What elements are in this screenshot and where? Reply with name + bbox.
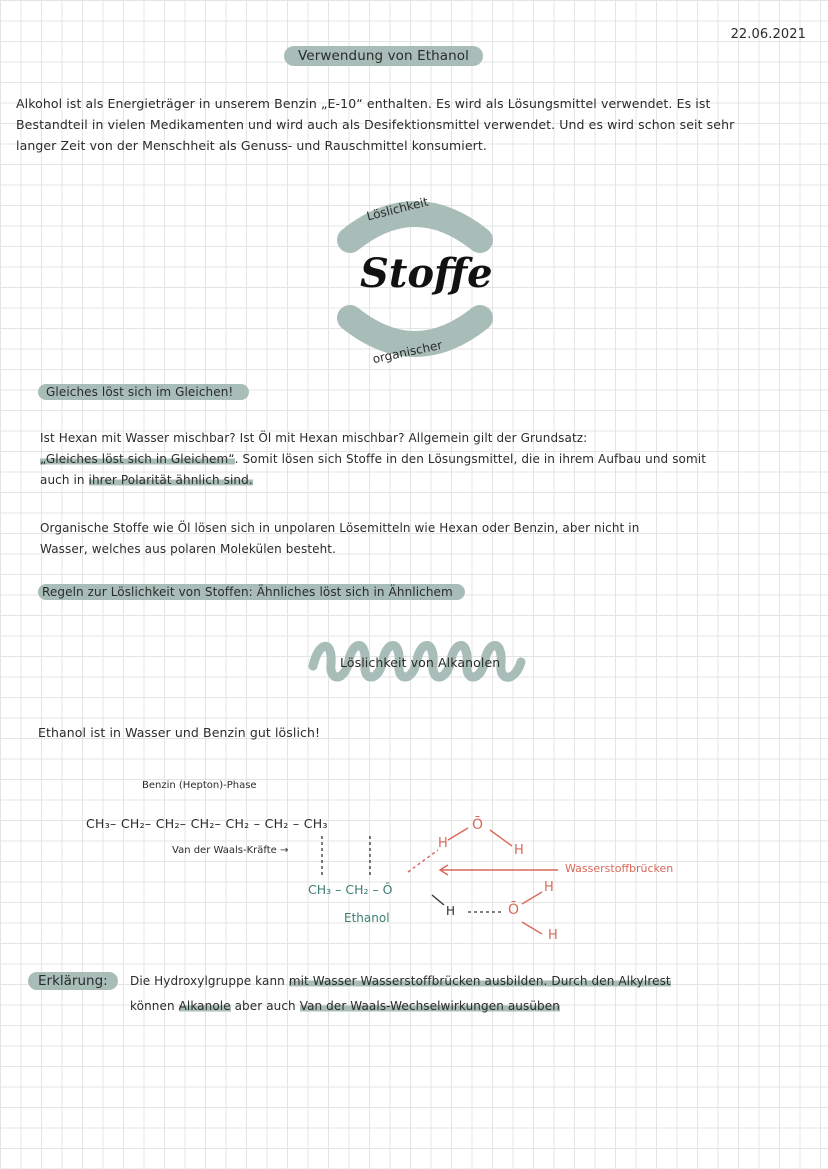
page-title <box>284 45 483 67</box>
badge-bottom-text: organischer <box>371 337 444 367</box>
subheading: Löslichkeit von Alkanolen <box>340 655 501 670</box>
explanation-line-2-mid: aber auch <box>230 999 300 1013</box>
p1-marked-polarity: ihrer Polarität ähnlich sind. <box>88 473 253 487</box>
p1-line-3-pre: auch in <box>40 473 89 487</box>
explanation-line-1-marked: mit Wasser Wasserstoffbrücken ausbilden. Durch den Alkylrest <box>288 974 671 988</box>
p2-line-1: Organische Stoffe wie Öl lösen sich in unpolaren Lösemitteln wie Hexan oder Benzin, aber nicht in <box>40 521 640 535</box>
p2-line-2: Wasser, welches aus polaren Molekülen besteht. <box>40 542 337 556</box>
water-top-h-right: H <box>514 843 524 858</box>
rule-text: Regeln zur Löslichkeit von Stoffen: Ähnliches löst sich in Ähnlichem <box>38 584 465 600</box>
section-heading <box>38 381 249 403</box>
water-bottom-oxygen: Ō <box>508 902 520 918</box>
paragraph-similar-dissolves <box>40 428 820 491</box>
date: 22.06.2021 <box>730 27 806 42</box>
intro-paragraph <box>16 93 816 156</box>
water-bottom-h-bottom: H <box>548 928 558 943</box>
hexane-chain: CH₃– CH₂– CH₂– CH₂– CH₂ – CH₂ – CH₃ <box>86 816 328 831</box>
explanation-line-1 <box>130 971 820 992</box>
statement: Ethanol ist in Wasser und Benzin gut löslich! <box>38 725 321 740</box>
water-top-h-left: H <box>438 836 448 851</box>
explanation-label-box <box>28 970 118 989</box>
water-top-oxygen: Ō <box>472 817 484 833</box>
bond-lines <box>290 800 590 950</box>
paragraph-organic <box>40 518 820 560</box>
h-bond-label: Wasserstoffbrücken <box>565 862 674 875</box>
phase-label: Benzin (Hepton)-Phase <box>142 780 257 791</box>
p1-line-2 <box>40 449 820 470</box>
section-heading-text: Gleiches löst sich im Gleichen! <box>38 384 249 400</box>
ethanol-label: Ethanol <box>344 911 390 925</box>
badge-top-text: Löslichkeit <box>365 194 430 224</box>
p1-marked-quote: „Gleiches löst sich in Gleichem“ <box>40 452 235 466</box>
rule-box <box>38 581 465 603</box>
badge-center-text: Stoffe <box>360 250 493 297</box>
explanation-line-2-pre: können <box>130 999 179 1013</box>
p1-line-1: Ist Hexan mit Wasser mischbar? Ist Öl mit Hexan mischbar? Allgemein gilt der Grundsatz: <box>40 431 588 445</box>
water-bottom-h-top: H <box>544 880 554 895</box>
intro-line-3: langer Zeit von der Menschheit als Genuss- und Rauschmittel konsumiert. <box>16 138 487 153</box>
ethanol-formula: CH₃ – CH₂ – Ō <box>308 882 393 897</box>
explanation-line-2-marked-2: Van der Waals-Wechselwirkungen ausüben <box>299 999 560 1013</box>
explanation-line-2-marked-1: Alkanole <box>178 999 231 1013</box>
title-text: Verwendung von Ethanol <box>284 46 483 66</box>
intro-line-2: Bestandteil in vielen Medikamenten und wird auch als Desifektionsmittel verwendet. Und es wird schon seit sehr <box>16 117 735 132</box>
explanation-label: Erklärung: <box>28 972 118 990</box>
explanation-line-1-pre: Die Hydroxylgruppe kann <box>130 974 289 988</box>
explanation-line-2 <box>130 996 820 1017</box>
p1-line-2-rest: . Somit lösen sich Stoffe in den Lösungsmittel, die in ihrem Aufbau und somit <box>234 452 707 466</box>
p1-line-3 <box>40 470 820 491</box>
vdw-label: Van der Waals-Kräfte → <box>172 845 289 856</box>
intro-line-1: Alkohol ist als Energieträger in unserem Benzin „E-10“ enthalten. Es wird als Lösungsmittel verwendet. Es ist <box>16 96 711 111</box>
ethanol-h: H <box>446 904 456 918</box>
